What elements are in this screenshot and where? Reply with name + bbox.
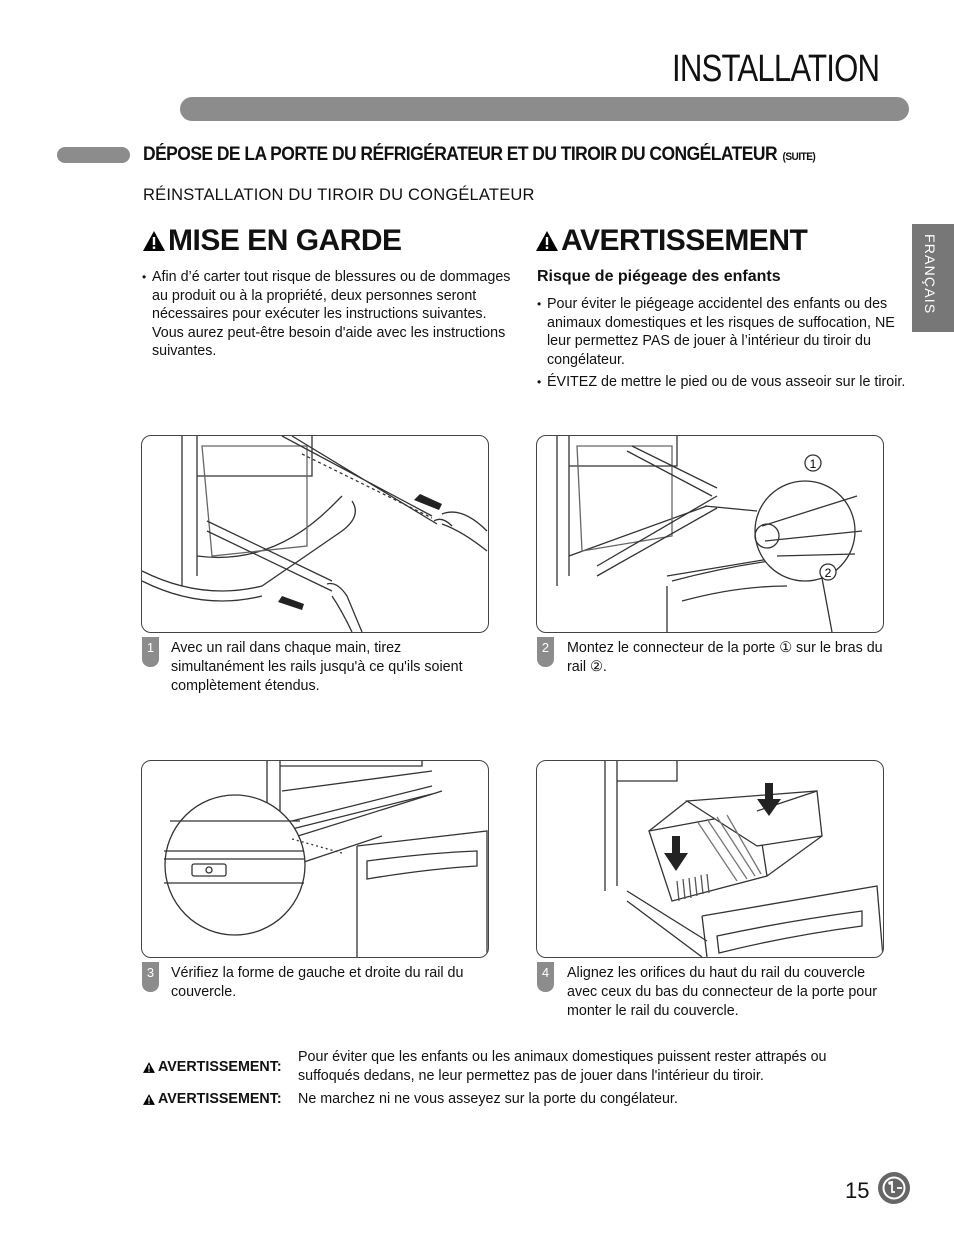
step-3-illustration [141, 760, 489, 958]
step-number: 3 [142, 962, 159, 992]
footer-warning-row [142, 1090, 868, 1109]
warning-item: • Pour éviter le piégeage accidentel des enfants ou des animaux domestiques et les risques de suffocation, NE leur permettez PAS de jouer à l’intérieur du tiroir du congélateur. [537, 295, 907, 369]
page-title: INSTALLATION [672, 48, 880, 90]
header-bar [180, 97, 909, 121]
warning-item: • ÉVITEZ de mettre le pied ou de vous asseoir sur le tiroir. [537, 373, 907, 392]
footer-warnings [142, 1048, 868, 1113]
section-marker [57, 147, 130, 163]
caution-heading [142, 224, 402, 258]
warning-list [537, 295, 907, 396]
warning-heading-text: AVERTISSEMENT [561, 224, 808, 257]
step-1-illustration [141, 435, 489, 633]
footer-warning-text: Ne marchez ni ne vous asseyez sur la porte du congélateur. [298, 1091, 678, 1107]
footer-warning-label [142, 1090, 298, 1109]
door-connector-drawing [537, 436, 883, 632]
section-title-suffix: (SUITE) [782, 151, 816, 163]
rail-extension-drawing [142, 436, 488, 632]
basket-install-drawing [537, 761, 883, 957]
lg-logo [878, 1172, 910, 1204]
language-tab [912, 224, 954, 332]
step-text: Avec un rail dans chaque main, tirez simultanément les rails jusqu'à ce qu'ils soient complètement étendus. [171, 640, 463, 694]
warning-triangle-icon [535, 229, 559, 253]
section-title-text: DÉPOSE DE LA PORTE DU RÉFRIGÉRATEUR ET DU TIROIR DU CONGÉLATEUR [143, 144, 778, 165]
step-text: Alignez les orifices du haut du rail du couvercle avec ceux du bas du connecteur de la porte pour monter le rail du couvercle. [567, 965, 877, 1019]
section-title [143, 144, 815, 166]
footer-warning-row [142, 1048, 868, 1086]
warning-heading [535, 224, 807, 258]
footer-warning-label [142, 1048, 298, 1086]
warning-subheading: Risque de piégeage des enfants [537, 268, 781, 285]
step-text: Vérifiez la forme de gauche et droite du rail du couvercle. [171, 965, 464, 1000]
cover-rail-check-drawing [142, 761, 488, 957]
step-number: 1 [142, 637, 159, 667]
warning-triangle-icon [142, 1061, 156, 1074]
step-number: 2 [537, 637, 554, 667]
step-2-illustration [536, 435, 884, 633]
page-number: 15 [845, 1178, 870, 1203]
section-subtitle: RÉINSTALLATION DU TIROIR DU CONGÉLATEUR [143, 186, 535, 204]
callout-one: 1 [809, 457, 817, 471]
footer-warning-label-text: AVERTISSEMENT: [158, 1091, 282, 1107]
footer-warning-label-text: AVERTISSEMENT: [158, 1058, 282, 1075]
warning-triangle-icon [142, 229, 166, 253]
caution-heading-text: MISE EN GARDE [168, 224, 402, 257]
footer-warning-text: Pour éviter que les enfants ou les animaux domestiques puissent rester attrapés ou suffoqués dedans, ne leur permettez pas de jouer dans l'intérieur du tiroir. [298, 1049, 827, 1084]
step-number: 4 [537, 962, 554, 992]
caution-list [142, 268, 512, 365]
step-4-illustration [536, 760, 884, 958]
step-text: Montez le connecteur de la porte ① sur le bras du rail ②. [567, 640, 883, 675]
callout-two: 2 [824, 566, 832, 580]
warning-triangle-icon [142, 1093, 156, 1106]
language-tab-label: FRANÇAIS [922, 234, 938, 315]
caution-item: • Afin d’é carter tout risque de blessures ou de dommages au produit ou à la propriété, deux personnes seront nécessaires pour exécuter les instructions suivantes. Vous aurez peut-être besoin d'aide avec les instructions suivantes. [142, 268, 512, 361]
